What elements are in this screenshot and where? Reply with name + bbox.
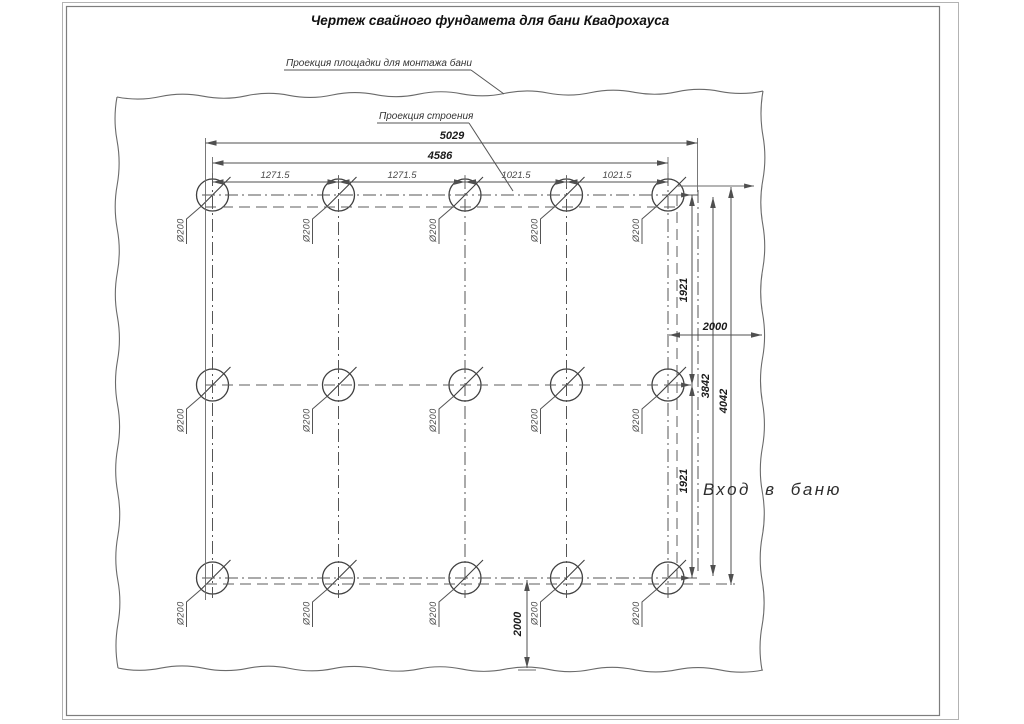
pile	[530, 177, 585, 244]
dim-bottom-offset: 2000	[512, 611, 524, 637]
dim-pile-grid-width: 4586	[427, 150, 453, 162]
pile-diameter-label: Ø200	[529, 601, 540, 625]
pile-leader	[642, 206, 657, 244]
building-projection-label: Проекция строения	[379, 111, 474, 122]
entrance-label: Вход в баню	[703, 480, 842, 499]
pile-diameter-label: Ø200	[175, 408, 186, 432]
pile	[176, 560, 231, 627]
pile	[302, 560, 357, 627]
pile	[428, 560, 483, 627]
pile-diameter-label: Ø200	[301, 218, 312, 242]
dim-pile-grid-height: 3842	[700, 373, 712, 399]
dim-overall-width: 5029	[439, 130, 465, 142]
pile-leader	[439, 206, 454, 244]
pile-leader	[313, 206, 328, 244]
pile-leader	[541, 396, 556, 434]
dim-spacing-2: 1271.5	[387, 170, 417, 181]
pile-diameter-label: Ø200	[631, 601, 641, 625]
drawing-title: Чертеж свайного фундамета для бани Квадрохауса	[310, 13, 670, 28]
pile-leader	[187, 589, 202, 627]
pile	[302, 367, 357, 434]
pile	[176, 367, 231, 434]
pile-diameter-label: Ø200	[631, 218, 641, 242]
pile-diameter-label: Ø200	[428, 408, 438, 432]
dim-spacing-3: 1021.5	[501, 170, 531, 181]
pile	[530, 367, 585, 434]
pile-leader	[541, 589, 556, 627]
sheet-inner-border	[67, 7, 940, 716]
dim-spacing-4: 1021.5	[602, 170, 632, 181]
pile-diameter-label: Ø200	[631, 408, 641, 432]
pile-diameter-label: Ø200	[529, 218, 540, 242]
platform-edge-left	[115, 97, 120, 668]
dim-row-spacing-lower: 1921	[678, 468, 690, 494]
pile-grid	[176, 177, 687, 627]
pile-leader	[313, 589, 328, 627]
annotation-platform	[284, 57, 504, 94]
pile-leader	[642, 589, 657, 627]
pile-diameter-label: Ø200	[529, 408, 540, 432]
pile-leader	[187, 206, 202, 244]
pile-leader	[313, 396, 328, 434]
pile-diameter-label: Ø200	[175, 601, 186, 625]
sheet-outer-border	[63, 3, 959, 720]
pile-diameter-label: Ø200	[301, 408, 312, 432]
platform-projection-label: Проекция площадки для монтажа бани	[286, 58, 472, 69]
platform-edge-bottom	[118, 666, 763, 672]
dim-row-spacing-upper: 1921	[678, 277, 690, 303]
pile-leader	[642, 396, 657, 434]
pile-leader	[541, 206, 556, 244]
dim-pile-outer-height: 4042	[718, 388, 730, 414]
platform-edge-right	[760, 91, 765, 670]
pile-leader	[439, 396, 454, 434]
pile	[530, 560, 585, 627]
pile-diameter-label: Ø200	[428, 601, 438, 625]
pile-leader	[187, 396, 202, 434]
pile-diameter-label: Ø200	[301, 601, 312, 625]
platform-edge-top	[117, 89, 763, 99]
pile	[631, 177, 686, 244]
dim-entrance-depth: 2000	[702, 321, 728, 333]
pile	[631, 367, 686, 434]
pile	[631, 560, 686, 627]
pile	[428, 177, 483, 244]
pile-leader	[439, 589, 454, 627]
pile	[428, 367, 483, 434]
pile	[176, 177, 231, 244]
dim-spacing-1: 1271.5	[260, 170, 290, 181]
pile-diameter-label: Ø200	[175, 218, 186, 242]
pile	[302, 177, 357, 244]
pile-diameter-label: Ø200	[428, 218, 438, 242]
